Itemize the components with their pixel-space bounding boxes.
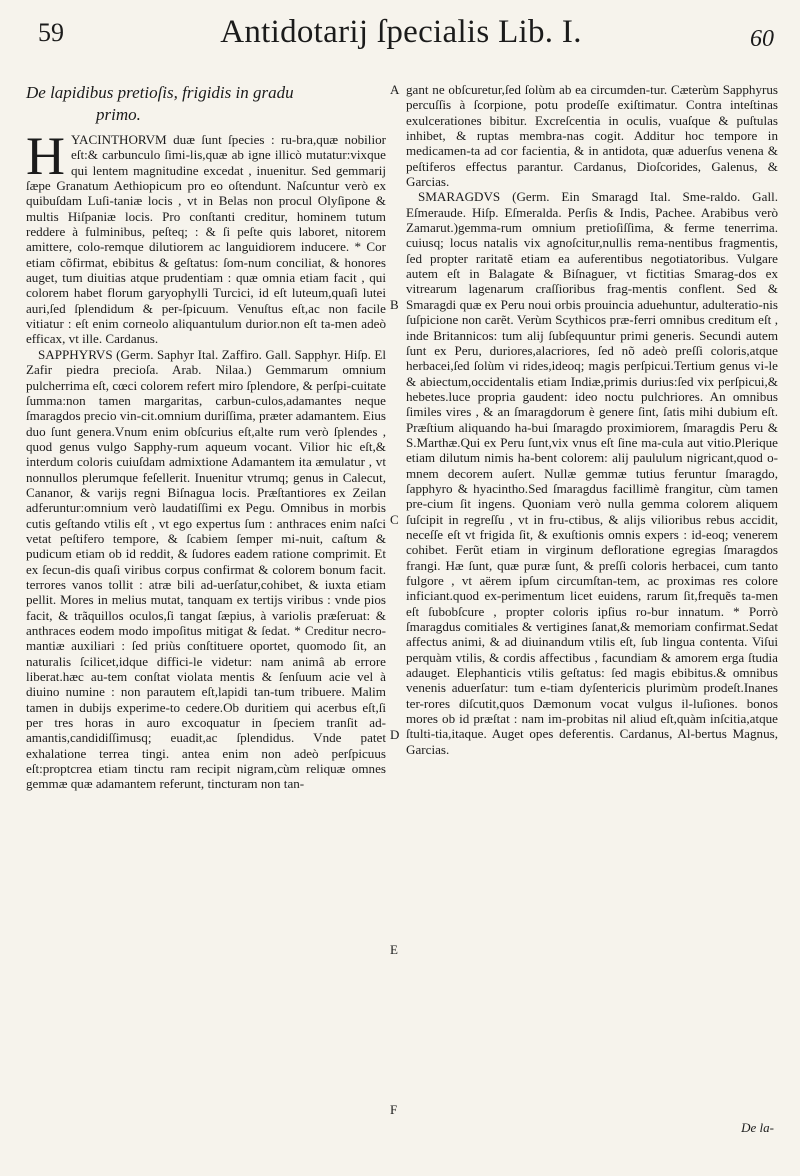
drop-cap: H xyxy=(26,126,65,186)
catchword: De la- xyxy=(741,1120,774,1135)
paragraph-hyacinth: YACINTHORVM duæ ſunt ſpecies : ru-bra,quæ nobilior eſt:& carbunculo ſimi-lis,quæ ab igne illicò mutatur:vixque qui lentem magnitudine excedat , inuenitur. Sed gemmarij ſæpe Granatum Aethiopicum pro eo oſtendunt. Naſcuntur verò ex quibuſdam Luſi-taniæ locis , vt in Belas non procul Olyſipone & multis Hiſpaniæ locis. Pro conſtanti creditur, hominem tutum reddere à fulminibus, peſteq; : & ſi peſte quis laboret, nitorem amittere, colo-remque dilutiorem ac languidiorem inducere. * Cor etiam cõfirmat, ebibitus & geſtatus: ſom-num conciliat, & honores auget, tum diuitias atque prudentiam : quæ omnia etiam facit , qui colorem habet florum garyophylli Turcici, id eſt luteum,quaſi lutei auri,ſed ſplendidum & per-ſpicuum. Venuſtus eſt,ac non facile vitiatur : eſt enim corneolo aliquantulum durior.non eſt ta-men adeò efficax, vt ille. Cardanus. xyxy=(26,132,386,347)
paragraph-sapphire: SAPPHYRVS (Germ. Saphyr Ital. Zaffiro. Gall. Sapphyr. Hiſp. El Zafir piedra precioſa. Arab. Nilaa.) Gemmarum omnium pulcherrima eſt, cœci colorem refert miro ſplendore, & perſpi-cuitate ſumma:non tamen margaritas, carbun-culos,adamantes neque ſmaragdos precio vin-cit.omnium duriſſima, præter adamantem. Eius duo ſunt genera.Vnum enim obſcurius eſt,alte rum verò ſplendes , quod genus vulgo Sapphy-rum aqueum vocant. Vilior hic eſt,& interdum coloris cuiuſdam admixtione Adamantem ita æmulatur , vt nonnullos plerumque feſellerit. Inuenitur vtrumq; genus in Calecut, Cananor, & varijs regni Biſnagua locis. Præſtantiores ex Zeilan adferuntur:omnium verò laudatiſſimi ex Pegu. Omnibus in morbis cutis geſtando vtilis eſt , vt ego expertus ſum : anthraces enim naſci vetat peſtifero tempore, & ſcabiem ſemper mi-nuit, caſtum & pudicum etiam ob id reddit, & ſudores eadem ratione comprimit. Et ex ſecun-dis quaſi viribus corpus confirmat & colorem bonum facit. terrores vanos tollit : atræ bili ad-uerſatur,cohibet, & iuxta etiam pellit. Mores in melius mutat, tanquam ex tertijs viribus : vnde pios facit, & trãquillos oculos,ſi tangat ſæpius, à variolis præſeruat: & anthraces eodem modo impoſitus mitigat & ſedat. * Creditur necro-mantiæ auxiliari : ſed priùs conſtituere oportet, quomodo ſit, an naturalis ſcilicet,idque diffici-le videtur: nam animâ ab errore liberat.hæc au-tem conſtat violata mentis & ſenſuum acie vel à diuino numine : non parautem eſt,lapidi tan-tum tribuere. Malim tamen in dubijs experime-to cedere.Ob duritiem qui acerbus eſt,ſi per tres horas in auro excoquatur in ſpeciem tranſit ad-amantis,candidiſſimusq; euadit,ac ſplendidus. Vnde patet exhalatione terrea tingi. antea enim non adeò perſpicuus eſt:proptcrea etiam tinctu ram recipit nigram,cùm reliquæ omnes gemmæ quæ adamantem referunt, tincturam non tan- xyxy=(26,346,386,792)
page-number-right: 60 xyxy=(750,26,774,52)
paragraph-emerald: SMARAGDVS (Germ. Ein Smaragd Ital. Sme-raldo. Gall. Eſmeraude. Hiſp. Eſmeralda. Perſis & Indis, Pachee. Arabibus verò Zamarut.)gemma-rum omnium pretioſiſſima, & ferme tenerrima. cuiusq; locus natalis vix agnoſcitur,nullis rema-nentibus fragmentis, ſed propter raritatẽ etiam ea auferentibus negotiatoribus. Vulgare autem eſt in Balagate & Biſnaguer, vt fictitias Smarag-dos ex vitrearum lagenarum craſſioribus frag-mentis conflent. Sed & Smaragdi quæ ex Peru noui orbis prouincia aduehuntur, adulteratio-nis ſuſpicione non carẽt. Verùm Scythicos præ-ferri omnibus creditum eſt , inde Britannicos: tum alij ſubſequuntur primi generis. Secundi autem ſunt ex Peru, duriores,alacriores, ſed nõ adeò preſſi coloris,atque herbacei,ſed ſolùm vi rides,ideoq; magis perſpicui.Tertium genus vi-le & abiectum,occidentalis etiam Indiæ,primis durius:ſed vix perſpicui,& hebetes.luce propria gaudent: ideo noctu pulchriores. An omnibus ſimiles vires , & an ſmaragdorum è genere ſint, ſatis mihi dubium eſt. Præſtium aliquando ha-bui ſmaragdo proximiorem, ſmaragdis Peru & S.Marthæ.Qui ex Peru ſunt,vix vnus eſt ſine ma-cula aut vitio.Plerique etiam dilutum nimis ha-bent colorem: alij paululum nigricant,quod o-mnem decorem auſert. Nullæ gemmæ tutius feruntur ſmaragdo, ſapphyro & hyacintho.Sed ſmaragdus facillimè frangitur, cùm tamen pre-cium ſit ingens. Quoniam verò nulla gemma colorem aliquem ſuſcipit in regreſſu , vt in fru-ctibus, & alijs vilioribus rebus accidit, neceſſe eſt vt frigida ſit, & exuſtionis omnis expers : id-eoq; venerem cohibet. Ferũt etiam in virginum defloratione egregias ſmaragdos frangi. Hæ ſunt, quæ puræ ſunt, & preſſi coloris herbacei, cum tanto fulgore , vt aërem ipſum circumſtan-tem, ac proximas res colore inficiant.quod ex-perimentum licet euidens, rarum ſit,frequẽs ta-men eſt ſubobſcure , propter coloris ipſius ro-bur innatum. * Porrò ſmaragdus comitiales & vertigines ſanat,& memoriam confirmat.Sedat affectus animi, & ad diuinandum vtilis eſt, ſub lingua contenta. Viſui perquàm vtilis, & cordis affectibus , facundiam & amorem erga ſtudia adauget. Elephanticis vtilis geſtatus: ſed magis ebibitus.& omnibus venenis aduerſatur: tum e-tiam dyſentericis plurimùm prodeſt.Inanes ter-rores diſcutit,quos Dæmonum vocat vulgus il-luſiones. bonos mores ob id præſtat : nam im-probitas nil aliud eſt,quàm inſcitia,atque ſtulti-tia,itaque. Auget opes deferentis. Cardanus, Al-bertus Magnus, Garcias. xyxy=(406,189,778,757)
margin-letter-a: A xyxy=(390,82,400,97)
section-title-line2: primo. xyxy=(96,105,141,124)
paragraph-sapphire-cont: gant ne obſcuretur,ſed ſolùm ab ea circumden-tur. Cæterùm Sapphyrus percuſſis à ſcorpione, potu prodeſſe exiſtimatur. Contra inteſtinas exulcerationes bibitur. Excreſcentia in oculis, vuaſque & puſtulas inhibet, & ruptas membra-nas cogit. Additur hoc tempore in medicamen-ta ad cor facientia, & in antidota, quæ aduerſus venena & peſtiferos effectus parantur. Cardanus, Dioſcorides, Galenus, & Garcias. xyxy=(406,82,778,190)
margin-letter-e: E xyxy=(390,942,398,957)
margin-letter-d: D xyxy=(390,727,400,742)
right-column xyxy=(406,82,778,757)
page-number-left: 59 xyxy=(38,18,64,47)
section-title-line1: De lapidibus pretioſis, frigidis in gradu xyxy=(26,83,294,102)
left-column xyxy=(26,82,386,792)
running-head: Antidotarij ſpecialis Lib. I. xyxy=(220,14,582,50)
margin-letter-f: F xyxy=(390,1102,398,1117)
margin-letter-c: C xyxy=(390,512,399,527)
page-header xyxy=(20,14,782,62)
section-title xyxy=(26,82,386,126)
margin-letter-b: B xyxy=(390,297,399,312)
